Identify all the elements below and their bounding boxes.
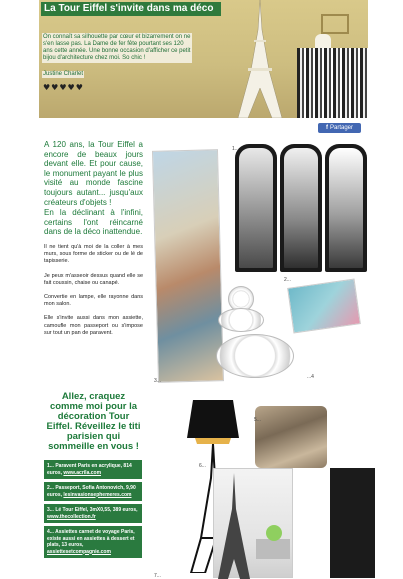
collage-label: 3... — [154, 378, 161, 384]
product-collage — [150, 138, 375, 579]
eiffel-sticker-icon — [214, 469, 294, 579]
article-title: La Tour Eiffel s'invite dans ma déco — [41, 2, 221, 16]
product-link[interactable]: assiettesetcompagnie.com — [47, 548, 111, 555]
collage-label: 6... — [199, 463, 206, 469]
facebook-share-button[interactable] — [318, 123, 361, 133]
article-body — [44, 140, 143, 337]
product-item: 2... Passeport, Sofia Antonovich, 9,90 euros, lesinvasionsephemeres.com — [44, 482, 142, 504]
sticker-room-image[interactable] — [213, 468, 293, 578]
black-frame-image[interactable] — [330, 468, 375, 578]
product-list — [44, 460, 142, 561]
article-intro: On connaît sa silhouette par cœur et bizarrement on ne s'en lasse pas. La Dame de fer fête pourtant ses 120 ans cette année. Une bonne occasion d'afficher ce petit bijou d'architecture chez moi. So chic ! — [43, 34, 191, 61]
screen-panel — [235, 144, 277, 272]
product-link[interactable]: lesinvasionsephemeres.com — [63, 491, 132, 498]
cushion-image[interactable] — [255, 406, 327, 468]
collage-label: 1... — [232, 146, 239, 152]
hero-banner — [39, 0, 368, 118]
collage-label: 7... — [154, 573, 161, 579]
eiffel-tower-icon — [236, 0, 284, 118]
facebook-icon: f — [325, 125, 328, 131]
screen-panel — [280, 144, 322, 272]
product-item: 1... Paravent Paris en acrylique, 814 euros, www.acrila.com — [44, 460, 142, 482]
wallpaper-sofa-image[interactable] — [152, 149, 224, 383]
collage-label: 5... — [254, 417, 261, 423]
product-link[interactable]: www.thecollection.fr — [47, 513, 96, 520]
plates-image[interactable] — [216, 286, 296, 380]
wall-frame — [321, 14, 349, 34]
article-paragraph: Il ne tient qu'à moi de la coller à mes murs, sous forme de sticker ou de lé de tapisserie. — [44, 243, 143, 265]
rating-hearts-icon[interactable]: ♥♥♥♥♥ — [43, 83, 84, 92]
striped-cabinet — [297, 48, 368, 118]
article-lead: A 120 ans, la Tour Eiffel a encore de beaux jours devant elle. Et pour cause, le monument payant le plus visité au monde fascine toujours autant... jusqu'aux créateurs d'objets ! — [44, 140, 143, 207]
paris-screen-image[interactable] — [235, 144, 367, 274]
collage-label: ...4 — [307, 374, 314, 380]
passport-cover-image[interactable] — [287, 278, 361, 333]
article-paragraph: Convertie en lampe, elle rayonne dans mon salon. — [44, 293, 143, 308]
screen-panel — [325, 144, 367, 272]
article-author: Justine Charlet — [43, 71, 84, 77]
product-link[interactable]: www.acrila.com — [63, 469, 102, 476]
product-item: 3... Lé Tour Eiffel, 3mX0,55, 389 euros, www.thecollection.fr — [44, 504, 142, 526]
lamp — [315, 34, 331, 48]
article-lead-2: En la déclinant à l'infini, certains l'ont réincarné dans de la déco inattendue. — [44, 208, 143, 237]
article-paragraph: Elle s'invite aussi dans mon assiette, camoufle mon passeport ou s'impose sur tout un pan de paravent. — [44, 315, 143, 336]
call-to-action: Allez, craquez comme moi pour la décoration Tour Eiffel. Réveillez le titi parisien qui sommeille en vous ! — [46, 391, 141, 452]
product-item: 4... Assiettes carnet de voyage Paris, existe aussi en assiettes à dessert et plats, 13 euros, assiettesetcompagnie.com — [44, 526, 142, 561]
collage-label: 2... — [284, 277, 291, 283]
share-label: Partager — [329, 125, 353, 131]
article-paragraph: Je peux m'asseoir dessus quand elle se fait coussin, chaise ou canapé. — [44, 272, 143, 286]
